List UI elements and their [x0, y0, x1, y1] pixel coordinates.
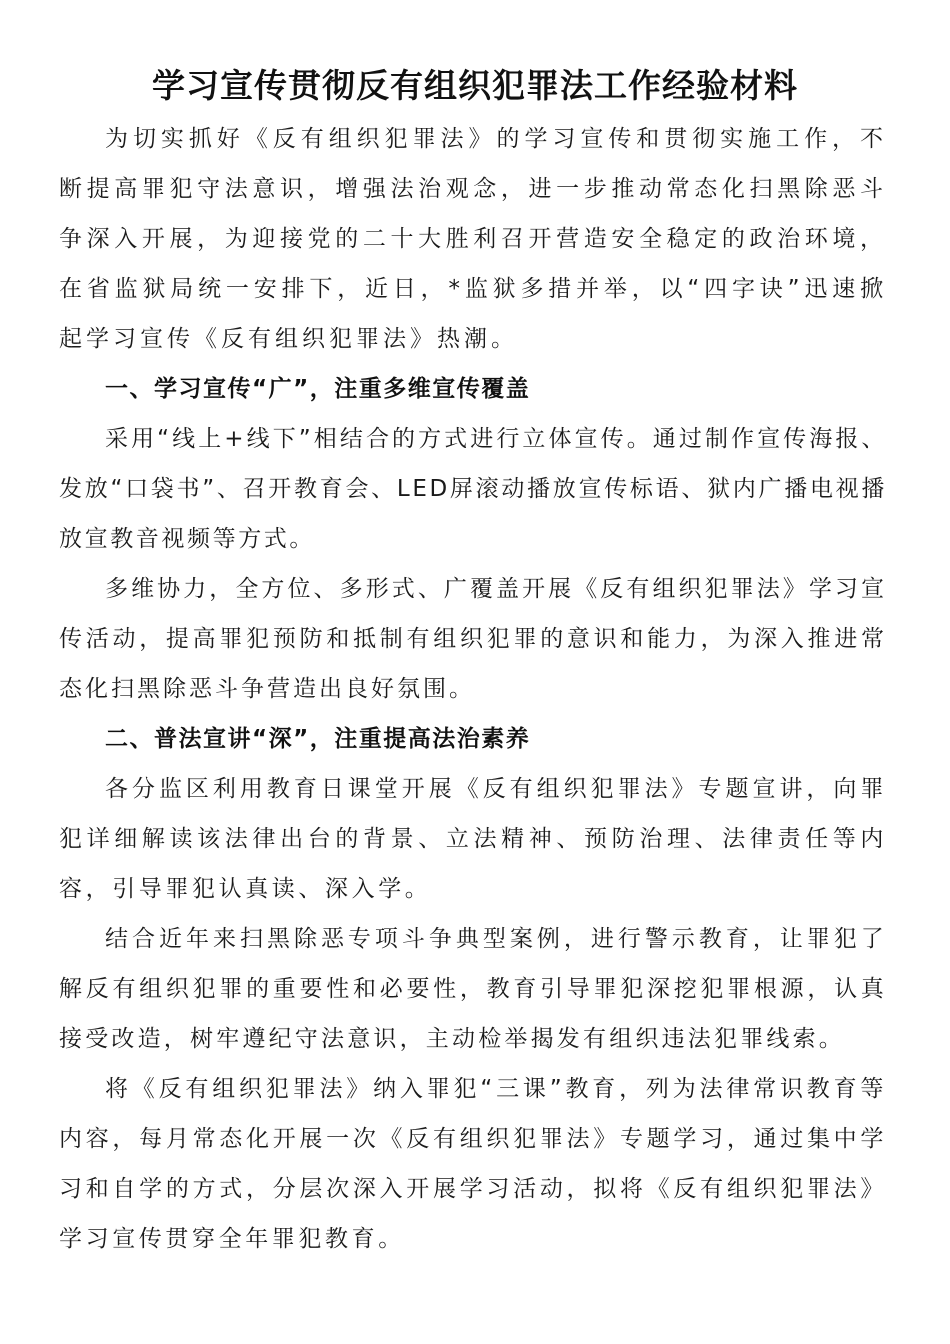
section-1-paragraph-1: 采用“线上+线下”相结合的方式进行立体宣传。通过制作宣传海报、发放“口袋书”、召开教育会、LED屏滚动播放宣传标语、狱内广播电视播放宣教音视频等方式。: [59, 426, 887, 552]
section-heading-2: 二、普法宣讲“深”，注重提高法治素养: [105, 726, 531, 752]
section-1-paragraph-2: 多维协力，全方位、多形式、广覆盖开展《反有组织犯罪法》学习宣传活动，提高罪犯预防和抵制有组织犯罪的意识和能力，为深入推进常态化扫黑除恶斗争营造出良好氛围。: [59, 576, 887, 702]
intro-paragraph: 为切实抓好《反有组织犯罪法》的学习宣传和贯彻实施工作，不断提高罪犯守法意识，增强法治观念，进一步推动常态化扫黑除恶斗争深入开展，为迎接党的二十大胜利召开营造安全稳定的政治环境，在省监狱局统一安排下，近日，*监狱多措并举，以“四字诀”迅速掀起学习宣传《反有组织犯罪法》热潮。: [59, 126, 887, 352]
section-2-paragraph-2: 结合近年来扫黑除恶专项斗争典型案例，进行警示教育，让罪犯了解反有组织犯罪的重要性和必要性，教育引导罪犯深挖犯罪根源，认真接受改造，树牢遵纪守法意识，主动检举揭发有组织违法犯罪线索。: [59, 926, 887, 1052]
section-heading-1: 一、学习宣传“广”，注重多维宣传覆盖: [105, 376, 531, 402]
document-title: 学习宣传贯彻反有组织犯罪法工作经验材料: [152, 66, 798, 105]
section-2-paragraph-3: 将《反有组织犯罪法》纳入罪犯“三课”教育，列为法律常识教育等内容，每月常态化开展一次《反有组织犯罪法》专题学习，通过集中学习和自学的方式，分层次深入开展学习活动，拟将《反有组织犯罪法》学习宣传贯穿全年罪犯教育。: [59, 1076, 887, 1252]
document-body: [59, 114, 887, 1264]
section-2-paragraph-1: 各分监区利用教育日课堂开展《反有组织犯罪法》专题宣讲，向罪犯详细解读该法律出台的背景、立法精神、预防治理、法律责任等内容，引导罪犯认真读、深入学。: [59, 776, 887, 902]
